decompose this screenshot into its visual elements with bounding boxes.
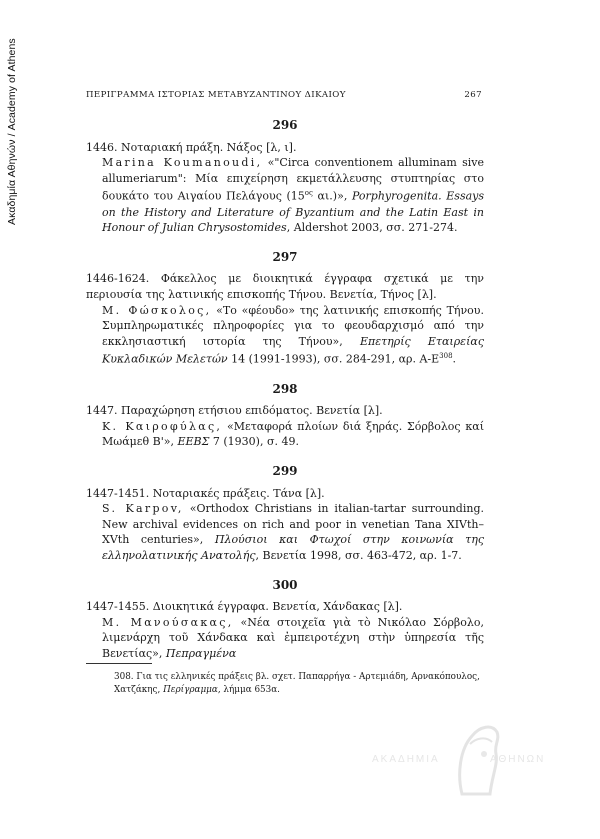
running-title: ΠΕΡΙΓΡΑΜΜΑ ΙΣΤΟΡΙΑΣ ΜΕΤΑΒΥΖΑΝΤΙΝΟΥ ΔΙΚΑΙΟΥ [86, 90, 346, 100]
entry-head: 1447-1451. Νοταριακές πράξεις. Τάνα [λ]. [86, 486, 325, 500]
entry-italic-title: Πλούσιοι και Φτωχοί στην κοινωνία της ελληνολατινικής Ανατολής [102, 533, 484, 562]
entry-author: Μ. Φώσκολος, [102, 303, 212, 317]
academy-watermark [372, 714, 582, 814]
entry-head: 1446-1624. Φάκελλος με διοικητικά έγγραφα σχετικά με την περιουσία της λατινικής επισκοπής Τήνου. Βενετία, Τήνος [λ]. [86, 272, 484, 301]
entry-italic-title: ΕΕΒΣ [177, 435, 210, 449]
entry-author: Μ. Μανούσακας, [102, 615, 234, 629]
entry-italic-title: Porphyrogenita. Essays on the History and Literature of Byzantium and the Latin East in Honour of Julian Chrysostomides [102, 190, 485, 235]
entry-296 [86, 118, 484, 236]
entry-head: 1447-1455. Διοικητικά έγγραφα. Βενετία, Χάνδακας [λ]. [86, 600, 403, 614]
entry-head: 1446. Νοταριακή πράξη. Νάξος [λ, ι]. [86, 140, 297, 154]
entry-italic-title: Επετηρίς Εταιρείας Κυκλαδικών Μελετών [102, 334, 484, 367]
entry-author: Κ. Καιροφύλας, [102, 419, 223, 433]
footnote-marker: 308. [114, 672, 134, 682]
side-label: Ακαδημία Αθηνών / Academy of Athens [6, 38, 18, 225]
entry-italic-title: Πεπραγμένα [165, 646, 237, 660]
footnote-ref: 308 [439, 352, 453, 361]
entry-298 [86, 382, 484, 450]
entry-297 [86, 250, 484, 368]
entry-author: Marina Koumanoudi, [102, 156, 263, 170]
entry-author: S. Karpov, [102, 502, 184, 516]
footnote: 308. Για τις ελληνικές πράξεις βλ. σχετ. Παπαρρήγα - Αρτεμιάδη, Αρνακόπουλος, Χατζάκης, Περίγραμμα, λήμμα 653α. [114, 672, 480, 695]
entry-number: 299 [272, 464, 298, 478]
entry-body: Μ. Μανούσακας, «Νέα στοιχεῖα γιὰ τὸ Νικόλαο Σόρβολο, λιμενάρχη τοῦ Χάνδακα καὶ ἐμπειροτέχνη στὴν ὑπηρεσία τῆς Βενετίας», Πεπραγμένα [102, 615, 484, 660]
entries-list [86, 118, 484, 676]
entry-body: Μ. Φώσκολος, «Το «φέουδο» της λατινικής επισκοπής Τήνου. Συμπληρωματικές πληροφορίες για το φεουδαρχισμό από την εκκλησιαστική ιστορία της Τήνου», Επετηρίς Εταιρείας Κυκλαδικών Μελετών 14 (1991-1993), σσ. 284-291, αρ. $A-E^{308}$. [102, 303, 484, 367]
entry-head: 1447. Παραχώρηση ετήσιου επιδόματος. Βενετία [λ]. [86, 404, 383, 418]
entry-300 [86, 578, 484, 662]
entry-number: 300 [272, 577, 298, 592]
page-number: 267 [464, 90, 482, 100]
entry-number: 298 [272, 381, 298, 396]
footnote-divider [86, 663, 152, 664]
watermark-right-text: ΑΘΗΝΩΝ [490, 754, 546, 765]
entry-body: S. Karpov, «Orthodox Christians in italian-tartar surrounding. New archival evidences on rich and poor in venetian Tana XIVth–XVth centuries», Πλούσιοι και Φτωχοί στην κοινωνία της ελληνολατινικής Ανατολής, Βενετία 1998, σσ. 463-472, αρ. 1-7. [102, 502, 484, 562]
entry-299 [86, 464, 484, 564]
entry-number: 296 [272, 118, 298, 132]
entry-number: 297 [272, 249, 298, 264]
entry-body: Κ. Καιροφύλας, «Μεταφορά πλοίων διά ξηράς. Σόρβολος καί Μωάμεθ Β'», ΕΕΒΣ 7 (1930), σ. 49. [102, 419, 485, 449]
watermark-left-text: ΑΚΑΔΗΜΙΑ [372, 754, 440, 765]
running-header [86, 90, 482, 100]
entry-body: Marina Koumanoudi, «"Circa conventionem alluminam sive allumeriarum": Μία επιχείρηση εκμετάλλευσης στυπτηρίας στο δουκάτο του Αιγαίου Πελάγους ($15^{o\varsigma}$ αι.)», Porphyrogenita. Essays on the History and Literature of Byzantium and the Latin East in Honour of Julian Chrysostomides, Aldershot 2003, σσ. 271-274. [102, 156, 485, 235]
